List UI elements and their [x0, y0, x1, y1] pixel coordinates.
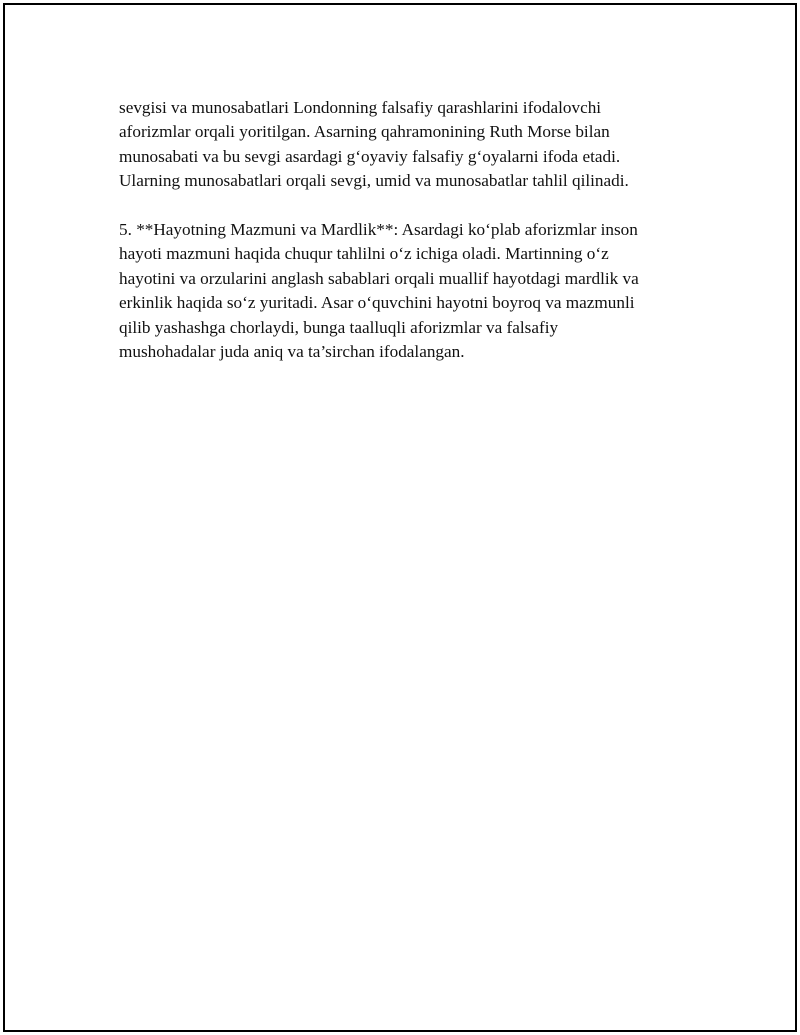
- text-line: munosabati va bu sevgi asardagi g‘oyaviy falsafiy g‘oyalarni ifoda etadi.: [119, 146, 621, 166]
- text-line: aforizmlar orqali yoritilgan. Asarning qahramonining Ruth Morse bilan: [119, 122, 610, 142]
- paragraph-love-relationships: [119, 96, 689, 194]
- paragraph-meaning-of-life: [119, 218, 689, 364]
- document-page: [3, 3, 797, 1032]
- paragraph-spacer: [119, 194, 689, 218]
- text-line: Ularning munosabatlari orqali sevgi, umid va munosabatlar tahlil qilinadi.: [119, 171, 629, 191]
- text-line: erkinlik haqida so‘z yuritadi. Asar o‘quvchini hayotni boyroq va mazmunli: [119, 293, 635, 313]
- text-line: hayotini va orzularini anglash sabablari orqali muallif hayotdagi mardlik va: [119, 268, 639, 288]
- text-line: hayoti mazmuni haqida chuqur tahlilni o‘z ichiga oladi. Martinning o‘z: [119, 244, 609, 264]
- text-line: qilib yashashga chorlaydi, bunga taalluqli aforizmlar va falsafiy: [119, 317, 559, 337]
- document-body: [119, 96, 689, 364]
- text-line: sevgisi va munosabatlari Londonning falsafiy qarashlarini ifodalovchi: [119, 98, 602, 117]
- text-line: 5. **Hayotning Mazmuni va Mardlik**: Asardagi ko‘plab aforizmlar inson: [119, 220, 638, 240]
- text-line: mushohadalar juda aniq va ta’sirchan ifodalangan.: [119, 342, 465, 362]
